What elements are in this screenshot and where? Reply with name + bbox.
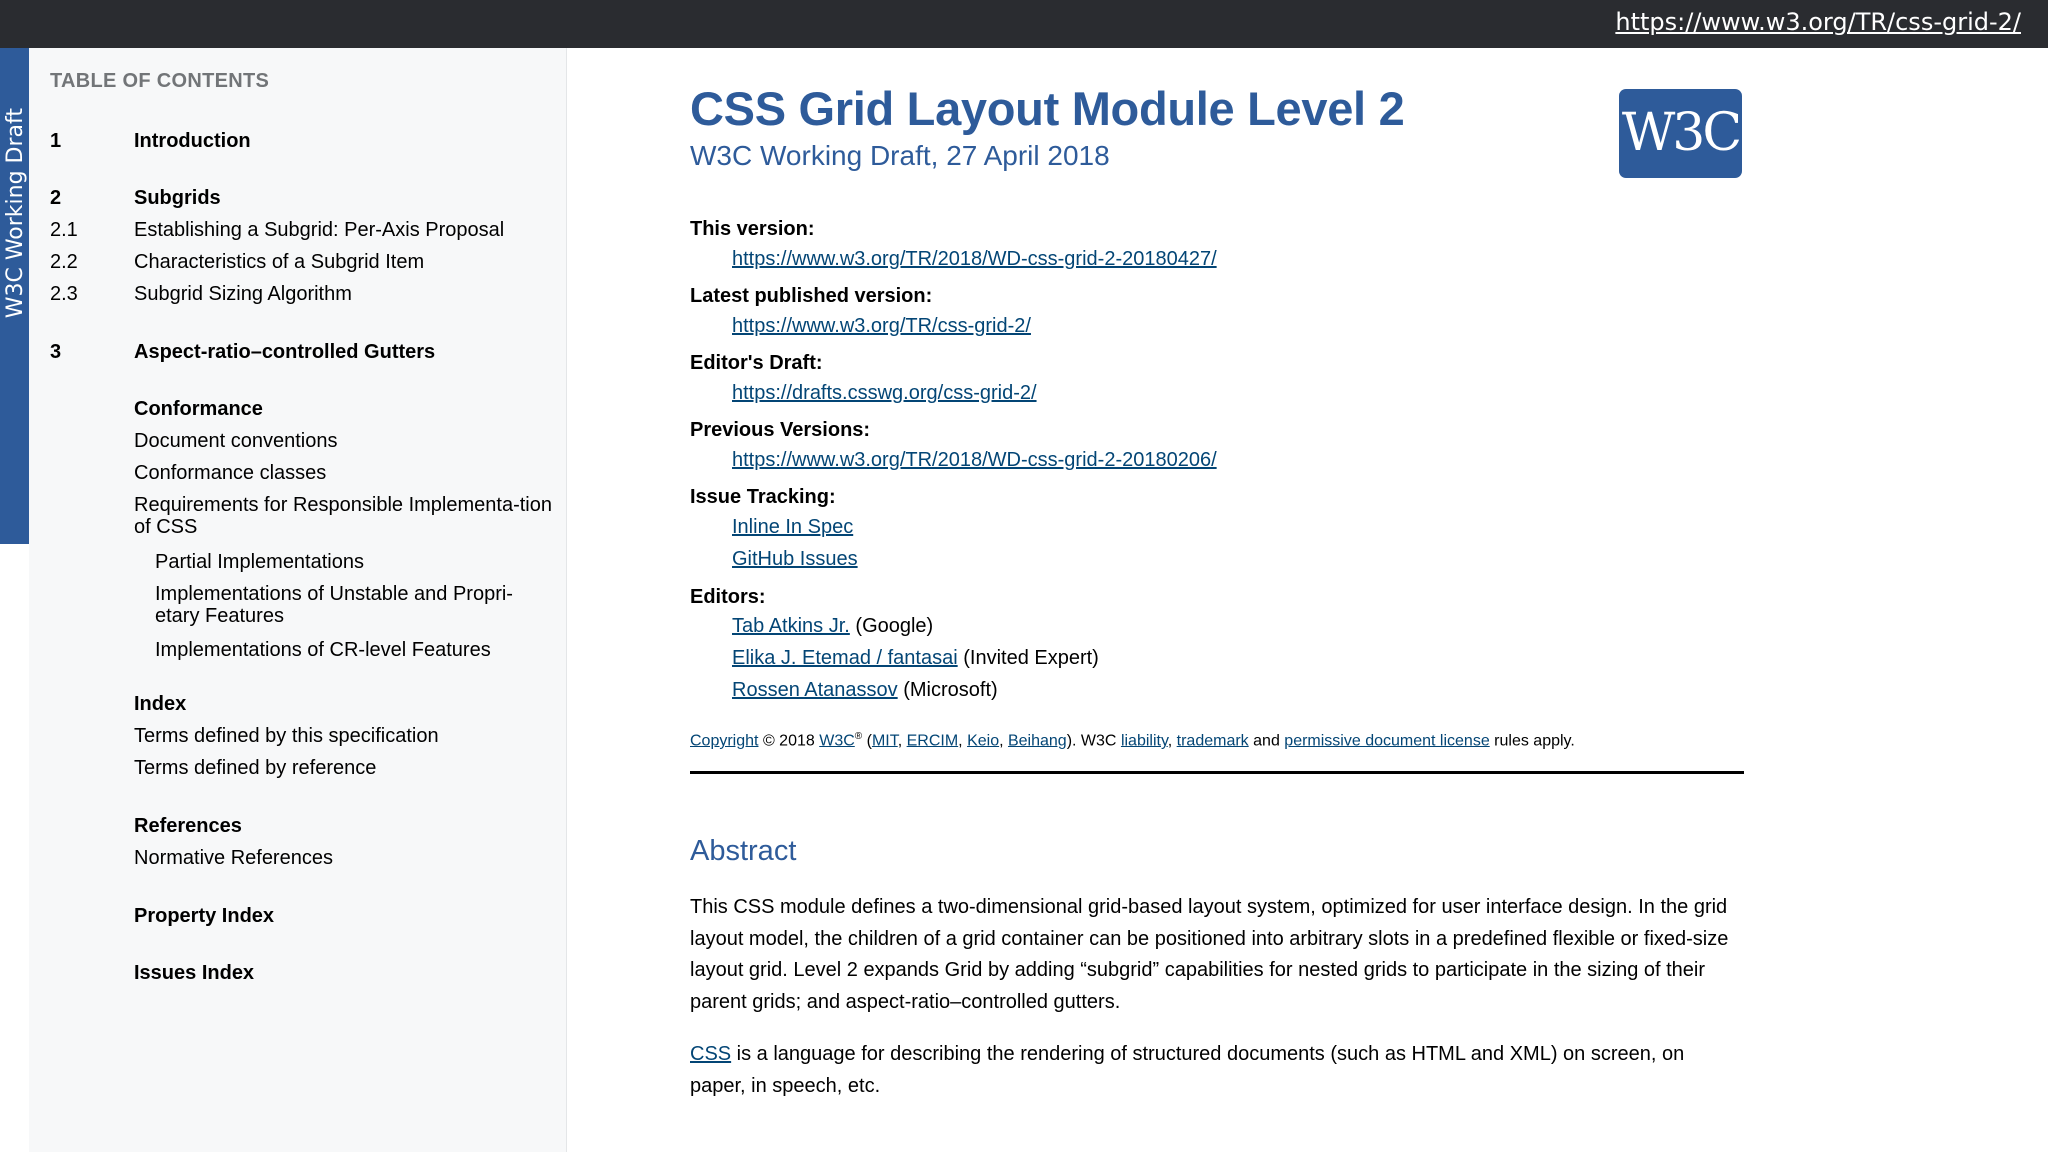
keio-link[interactable]: Keio: [967, 732, 1000, 750]
toc-item-cr-level-features[interactable]: Implementations of CR-level Features: [155, 639, 491, 661]
status-side-tab: [0, 48, 29, 544]
toc-item-index[interactable]: Index: [134, 693, 187, 715]
copyright-w3c-text: ). W3C: [1066, 732, 1117, 750]
copyright-link[interactable]: Copyright: [690, 732, 759, 750]
toc-number: 2: [50, 187, 62, 209]
latest-version-label: Latest published version:: [690, 285, 933, 307]
toc-item-normative-references[interactable]: Normative References: [134, 847, 333, 869]
w3c-logo[interactable]: W3C: [1619, 89, 1742, 178]
toc-item-partial-implementations[interactable]: Partial Implementations: [155, 551, 364, 573]
page-subtitle: W3C Working Draft, 27 April 2018: [690, 140, 1110, 171]
toc-item-document-conventions[interactable]: Document conventions: [134, 430, 338, 452]
registered-mark: ®: [854, 731, 863, 742]
css-paragraph: [690, 1039, 1744, 1102]
editors-draft-link[interactable]: https://drafts.csswg.org/css-grid-2/: [732, 382, 1037, 404]
previous-versions-label: Previous Versions:: [690, 419, 871, 441]
copyright-and: and: [1253, 732, 1280, 750]
copyright-tail: rules apply.: [1494, 732, 1575, 750]
toc-number: 2.1: [50, 219, 78, 241]
toc-item-terms-by-reference[interactable]: Terms defined by reference: [134, 757, 377, 779]
previous-version-link[interactable]: https://www.w3.org/TR/2018/WD-css-grid-2-20180206/: [732, 449, 1217, 471]
toc-number: 2.3: [50, 283, 78, 305]
editor-entry: [732, 647, 1099, 670]
abstract-paragraph: This CSS module defines a two-dimensional grid-based layout system, optimized for user interface design. In the grid layout model, the children of a grid container can be positioned into arbitrary slots in a predefined flexible or fixed-size layout grid. Level 2 expands Grid by adding “subgrid” capabilities for nested grids to participate in the sizing of their parent grids; and aspect-ratio–controlled gutters.: [690, 896, 1729, 1013]
toc-number: 1: [50, 130, 62, 152]
header-divider: [690, 771, 1744, 774]
editor-affiliation: (Invited Expert): [963, 647, 1099, 669]
copyright-year: © 2018: [762, 732, 815, 750]
inline-in-spec-link[interactable]: Inline In Spec: [732, 516, 854, 538]
editor-affiliation: (Google): [855, 615, 934, 637]
toc-label: Introduction: [134, 130, 251, 152]
table-of-contents: [29, 48, 567, 1152]
issue-tracking-label: Issue Tracking:: [690, 486, 836, 508]
toc-title: TABLE OF CONTENTS: [50, 70, 270, 92]
toc-number: 3: [50, 341, 62, 363]
this-version-label: This version:: [690, 218, 815, 240]
license-link[interactable]: permissive document license: [1284, 732, 1490, 750]
mit-link[interactable]: MIT: [871, 732, 898, 750]
editor-link[interactable]: Elika J. Etemad / fantasai: [732, 647, 958, 669]
toc-item-references[interactable]: References: [134, 815, 242, 837]
editor-link[interactable]: Tab Atkins Jr.: [732, 615, 850, 637]
trademark-link[interactable]: trademark: [1176, 732, 1249, 750]
editor-affiliation: (Microsoft): [903, 679, 998, 701]
css-paragraph-text: is a language for describing the rendering of structured documents (such as HTML and XML) on screen, on paper, in speech, etc.: [690, 1043, 1685, 1097]
css-link[interactable]: CSS: [690, 1043, 732, 1065]
this-version-link[interactable]: https://www.w3.org/TR/2018/WD-css-grid-2-20180427/: [732, 248, 1217, 270]
toc-label: Establishing a Subgrid: Per-Axis Proposal: [134, 219, 505, 241]
beihang-link[interactable]: Beihang: [1007, 732, 1067, 750]
toc-label: Aspect-ratio–controlled Gutters: [134, 341, 436, 363]
top-bar: [0, 0, 2048, 48]
toc-label: Subgrids: [134, 187, 221, 209]
toc-item-unstable-features[interactable]: Implementations of Unstable and Propri-etary Features: [155, 583, 513, 627]
toc-number: 2.2: [50, 251, 78, 273]
copyright-notice: Copyright © 2018 W3C® (MIT, ERCIM, Keio, Beihang). W3C liability, trademark and permissive document license rules apply.: [690, 731, 1575, 750]
toc-item-property-index[interactable]: Property Index: [134, 905, 275, 927]
toc-item-conformance-classes[interactable]: Conformance classes: [134, 462, 327, 484]
w3c-link[interactable]: W3C: [819, 732, 855, 750]
toc-label: Subgrid Sizing Algorithm: [134, 283, 352, 305]
editors-label: Editors:: [690, 586, 766, 608]
toc-label: Characteristics of a Subgrid Item: [134, 251, 425, 273]
editor-entry: [732, 615, 933, 638]
editors-draft-label: Editor's Draft:: [690, 352, 823, 374]
url-link[interactable]: https://www.w3.org/TR/css-grid-2/: [1615, 8, 2021, 36]
ercim-link[interactable]: ERCIM: [906, 732, 959, 750]
toc-item-terms-this-spec[interactable]: Terms defined by this specification: [134, 725, 439, 747]
toc-item-responsible-implementation[interactable]: Requirements for Responsible Implementa-tion of CSS: [134, 494, 552, 538]
status-side-tab-label: W3C Working Draft: [3, 108, 28, 319]
toc-item-conformance[interactable]: Conformance: [134, 398, 263, 420]
editor-entry: [732, 679, 998, 702]
github-issues-link[interactable]: GitHub Issues: [732, 548, 858, 570]
liability-link[interactable]: liability: [1120, 732, 1168, 750]
abstract-heading: Abstract: [690, 835, 797, 867]
editor-link[interactable]: Rossen Atanassov: [732, 679, 898, 701]
toc-item-issues-index[interactable]: Issues Index: [134, 962, 255, 984]
latest-version-link[interactable]: https://www.w3.org/TR/css-grid-2/: [732, 315, 1031, 337]
page-title: CSS Grid Layout Module Level 2: [690, 82, 1405, 135]
